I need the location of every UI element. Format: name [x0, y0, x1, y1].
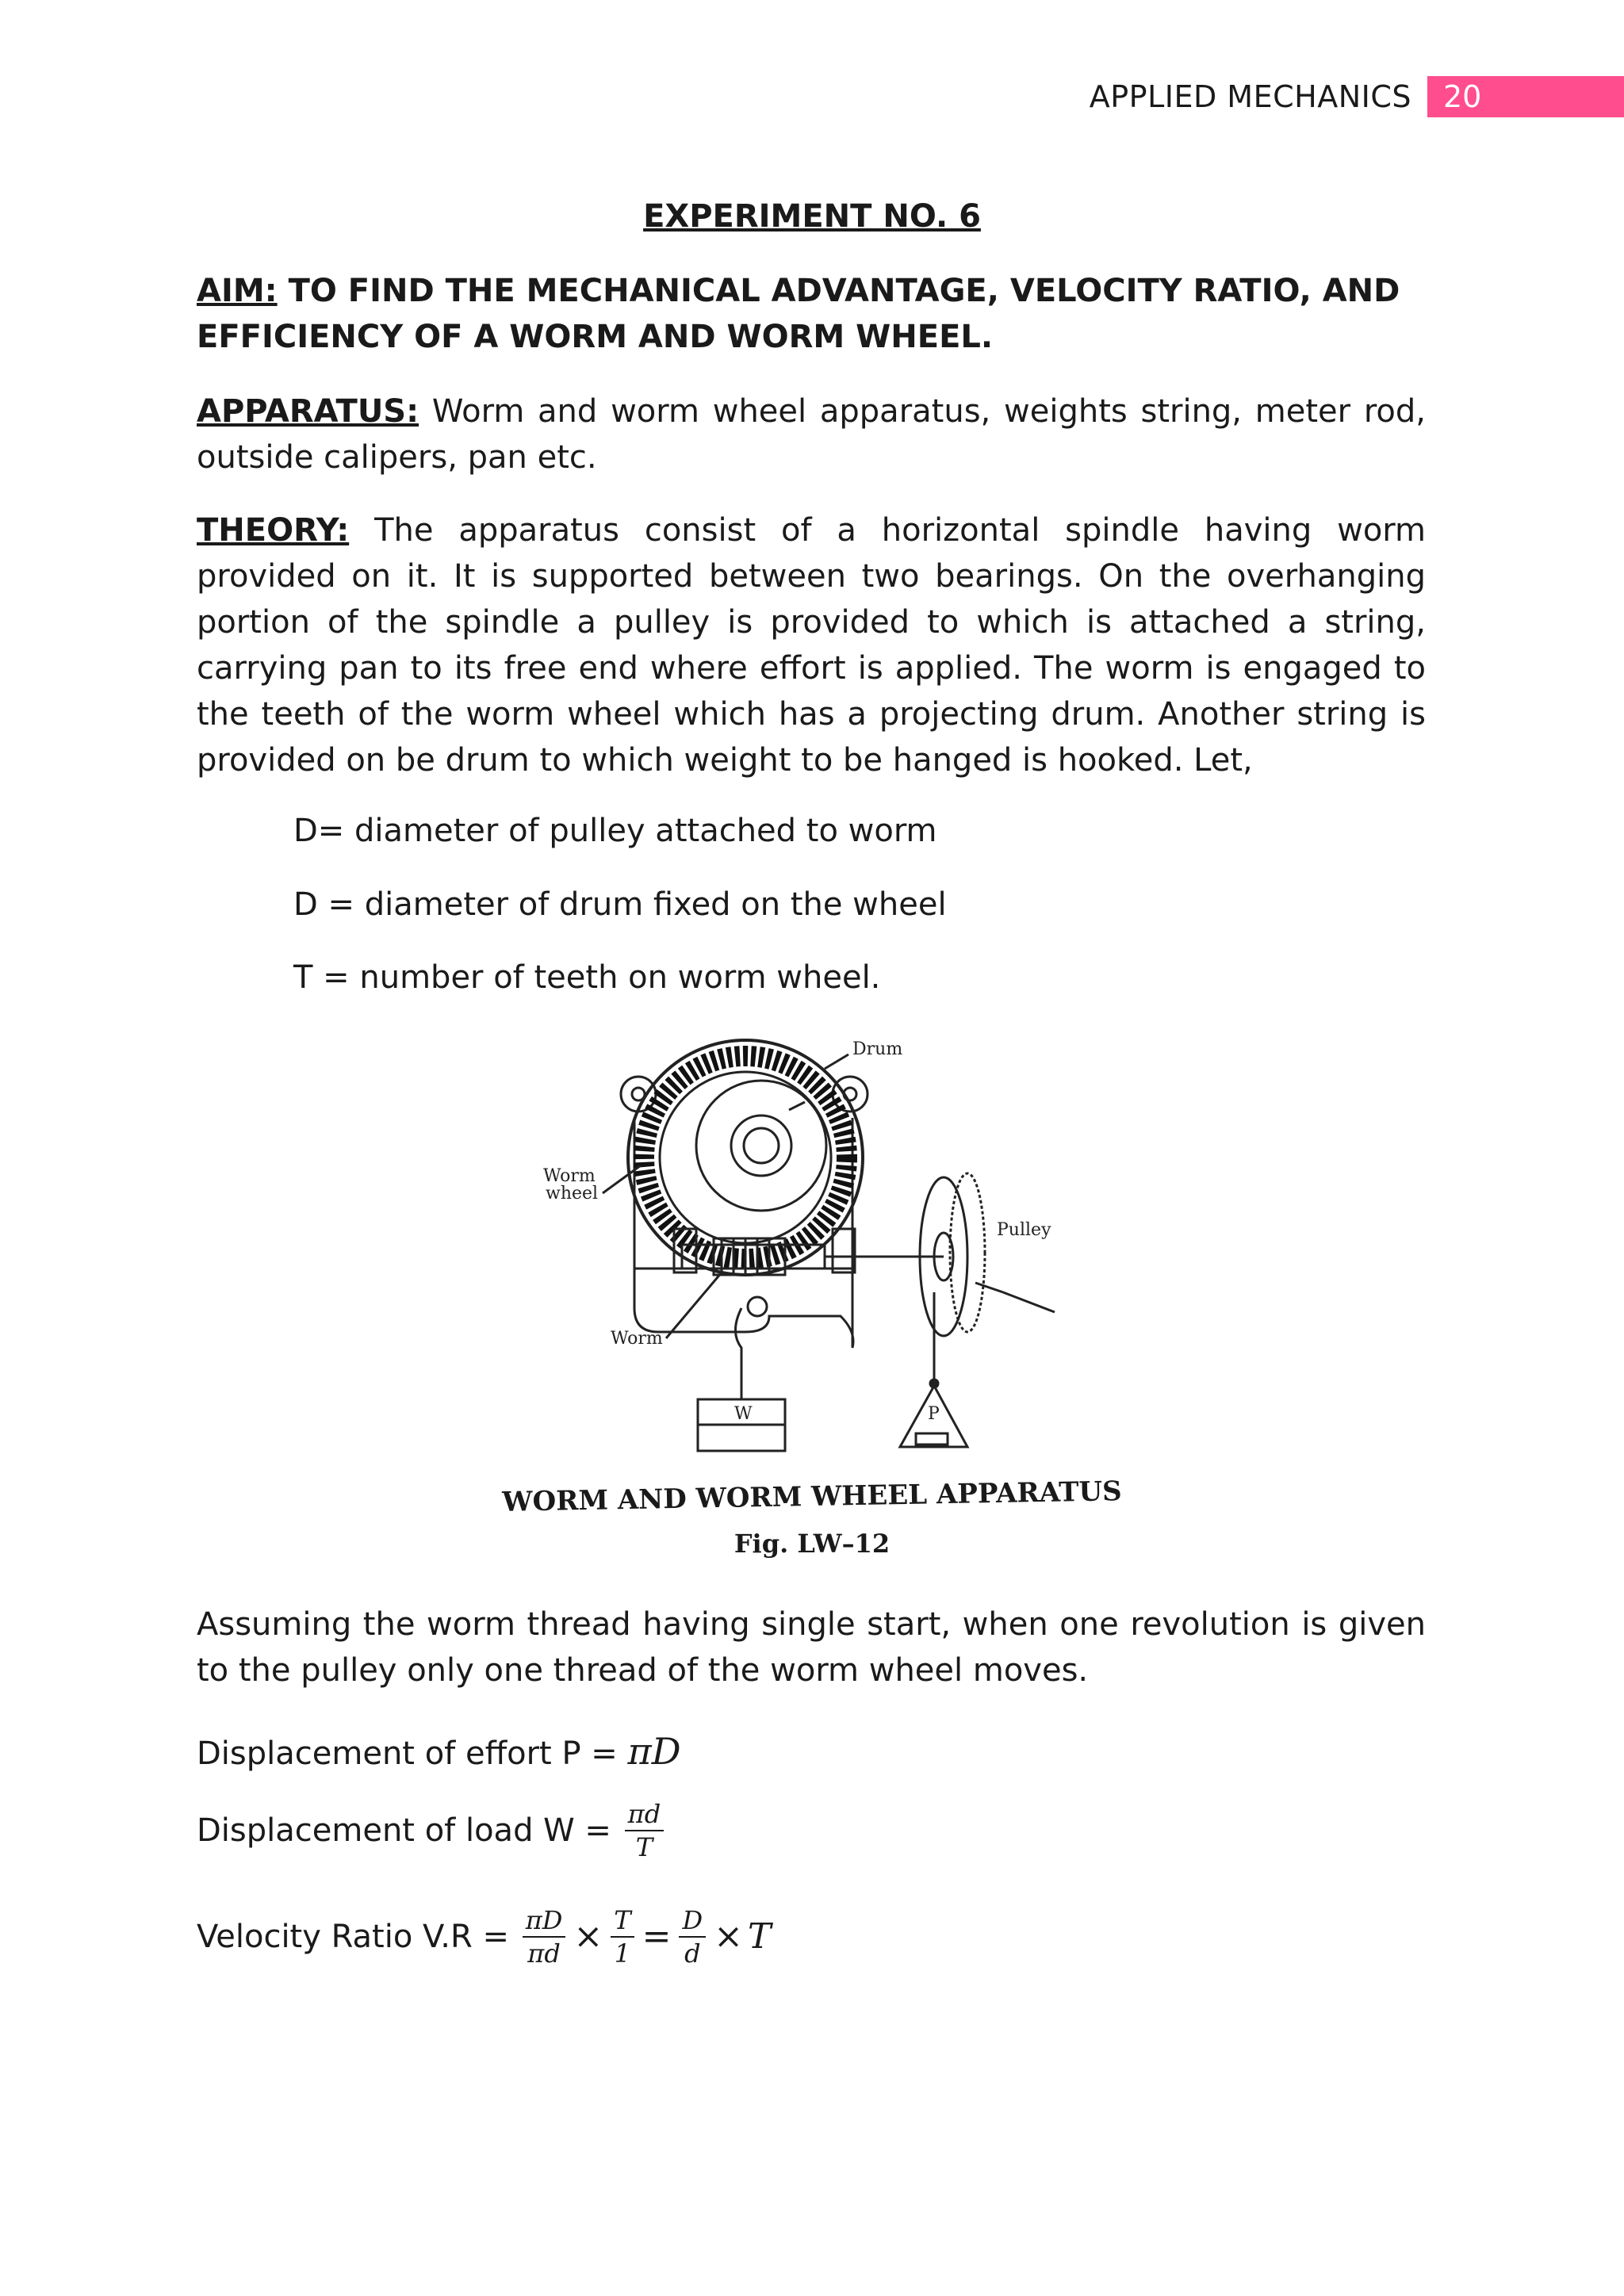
effort-displacement-value: πD — [627, 1730, 681, 1773]
aim-line-2: EFFICIENCY OF A WORM AND WORM WHEEL. — [197, 319, 994, 355]
theory-paragraph — [197, 507, 1426, 783]
aim-text-1: TO FIND THE MECHANICAL ADVANTAGE, VELOCITY RATIO, AND — [288, 273, 1400, 309]
figure-number: Fig. LW–12 — [733, 1529, 891, 1559]
vr-times-2: × — [714, 1916, 744, 1957]
velocity-ratio-label: Velocity Ratio V.R = — [197, 1919, 519, 1955]
vr-fraction-1: $\frac{\pi D}{\pi d}$ — [523, 1904, 566, 1969]
apparatus-label: APPARATUS: — [197, 393, 419, 430]
definition-drum-diameter: D = diameter of drum fixed on the wheel — [293, 886, 947, 923]
page-number: 20 — [1443, 79, 1482, 114]
aim-label: AIM: — [197, 273, 278, 309]
drum-label: Drum — [852, 1039, 903, 1059]
theory-label: THEORY: — [197, 512, 350, 549]
effort-displacement-label: Displacement of effort P = — [197, 1735, 628, 1772]
apparatus-paragraph — [197, 388, 1426, 480]
experiment-title: EXPERIMENT NO. 6 — [643, 198, 981, 235]
weight-label: W — [734, 1404, 753, 1424]
vr-times-1: × — [573, 1916, 603, 1957]
vr-fraction-3: $\frac{D}{d}$ — [679, 1904, 706, 1969]
vr-teeth-symbol: T — [748, 1916, 772, 1957]
apparatus-text: Worm and worm wheel apparatus, weights string, meter rod, outside calipers, pan etc. — [197, 393, 1427, 476]
velocity-ratio-formula — [197, 1904, 771, 1969]
definition-pulley-diameter: D= diameter of pulley attached to worm — [293, 813, 937, 849]
aim-line-1 — [197, 268, 1426, 314]
figure-caption: WORM AND WORM WHEEL APPARATUS — [501, 1475, 1122, 1518]
assumption-paragraph: Assuming the worm thread having single start, when one revolution is given to the pulley only one thread of the worm wheel moves. — [197, 1606, 1426, 1689]
load-displacement-label: Displacement of load W = — [197, 1812, 622, 1849]
load-displacement-fraction: $\frac{\pi d}{T}$ — [625, 1798, 665, 1863]
pan-label: P — [928, 1404, 940, 1424]
running-header-title: APPLIED MECHANICS — [1089, 79, 1411, 114]
worm-wheel-label-line1: Worm — [543, 1166, 596, 1186]
theory-text: The apparatus consist of a horizontal spindle having worm provided on it. It is supported between two bearings. On the overhanging portion of the spindle a pulley is provided to which is attached a string, carrying pan to its free end where effort is applied. The worm is engaged to the teeth of the worm wheel which has a projecting drum. Another string is provided on be drum to which weight to be hanged is hooked. Let, — [197, 512, 1426, 779]
worm-wheel-apparatus-diagram — [500, 1031, 1102, 1483]
worm-wheel-label-line2: wheel — [546, 1184, 599, 1203]
effort-displacement-formula — [197, 1728, 681, 1777]
load-displacement-formula — [197, 1798, 667, 1863]
definition-teeth-count: T = number of teeth on worm wheel. — [293, 959, 881, 996]
vr-fraction-2: $\frac{T}{1}$ — [611, 1904, 634, 1969]
vr-equals: = — [642, 1916, 672, 1957]
pulley-label: Pulley — [997, 1220, 1051, 1240]
worm-label: Worm — [611, 1329, 663, 1349]
